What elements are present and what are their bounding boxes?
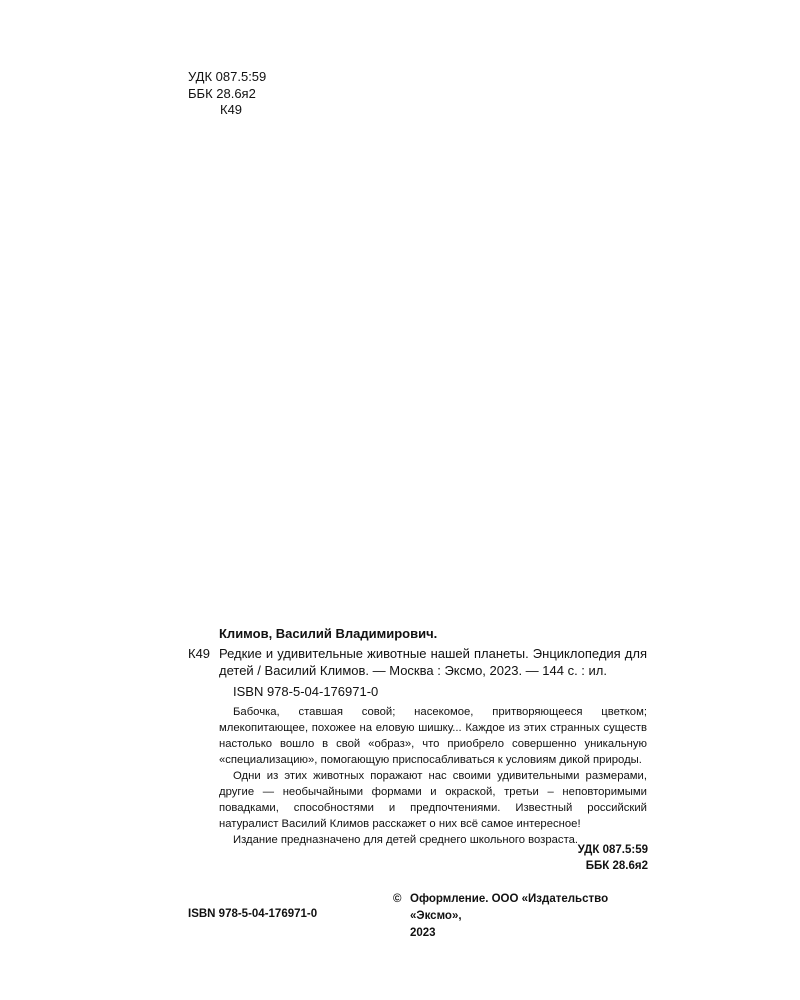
record-title: Редкие и удивительные животные нашей планеты. Энциклопедия для детей / Василий Климов. — Москва : Эксмо, 2023. — 144 с. : ил. xyxy=(219,646,647,678)
annotation-paragraph: Одни из этих животных поражают нас своими удивительными размерами, другие — необычайными формами и окраской, третьи – неповторимыми повадками, способностями и предпочтениями. Известный российский натуралист Василий Климов расскажет о них всё самое интересное! xyxy=(219,770,647,830)
bottom-classification-codes xyxy=(500,842,648,874)
copyright-line: Оформление. ООО «Издательство «Эксмо», xyxy=(410,893,609,922)
bottom-isbn: ISBN 978-5-04-176971-0 xyxy=(188,908,318,920)
annotation-paragraph: Бабочка, ставшая совой; насекомое, притворяющееся цветком; млекопитающее, похожее на еловую шишку... Каждое из этих странных существ настолько вошло в свой «образ», что приобрело совершенно уникальную «специализацию», помогающую приспосабливаться к условиям дикой природы. xyxy=(219,706,647,766)
bbk-code: ББК 28.6я2 xyxy=(188,85,256,101)
top-classification-codes xyxy=(188,69,266,119)
copyright-symbol: © xyxy=(393,893,402,905)
author-sign-code: К49 xyxy=(220,102,243,117)
udk-code: УДК 087.5:59 xyxy=(188,69,267,84)
annotation xyxy=(219,704,647,848)
bottom-bbk-code: ББК 28.6я2 xyxy=(585,860,648,872)
record-isbn: ISBN 978-5-04-176971-0 xyxy=(233,684,379,699)
bottom-udk-code: УДК 087.5:59 xyxy=(577,844,648,856)
annotation-audience: Издание предназначено для детей среднего школьного возраста. xyxy=(233,834,579,846)
copyright-year: 2023 xyxy=(410,927,436,939)
record-author: Климов, Василий Владимирович. xyxy=(219,626,438,641)
record-author-sign: К49 xyxy=(188,646,211,661)
